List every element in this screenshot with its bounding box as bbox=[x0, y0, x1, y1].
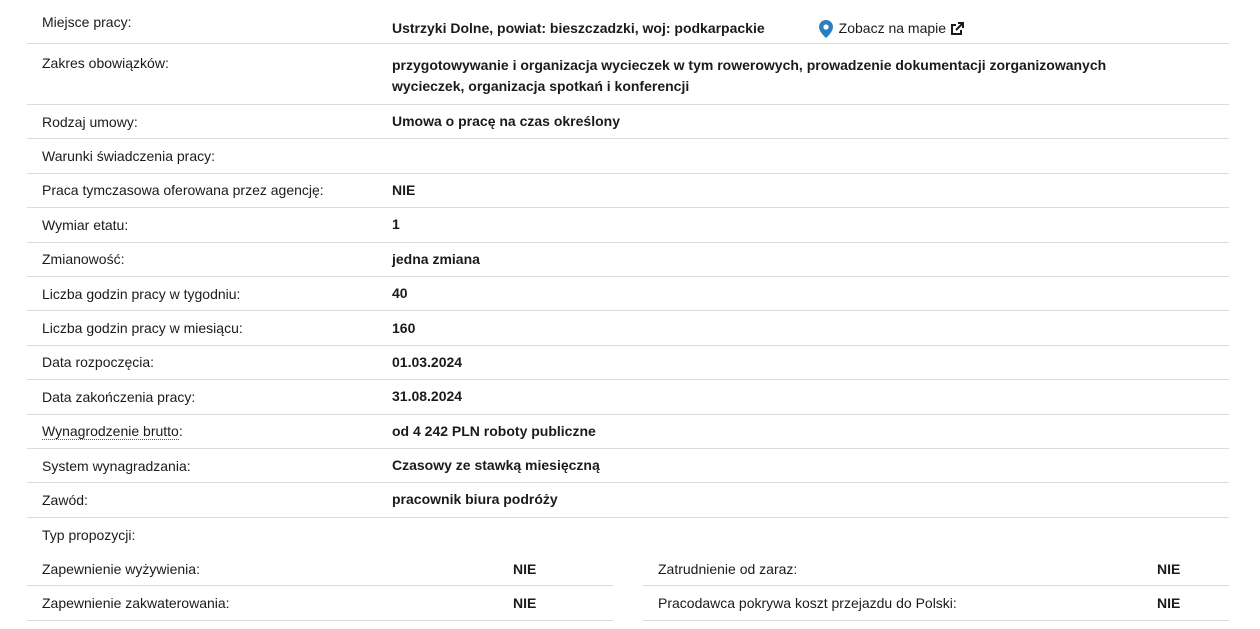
row-label: Zakres obowiązków: bbox=[42, 55, 169, 71]
row-value bbox=[392, 14, 1229, 39]
row-value: pracownik biura podróży bbox=[392, 491, 558, 508]
label-colon: : bbox=[178, 423, 183, 440]
row-label: Wymiar etatu: bbox=[42, 216, 129, 233]
row-data-zakonczenia bbox=[27, 380, 1229, 414]
row-label: Miejsce pracy: bbox=[42, 14, 132, 30]
row-wymiar-etatu bbox=[27, 208, 1229, 242]
location-text: Ustrzyki Dolne, powiat: bieszczadzki, woj: podkarpackie bbox=[392, 20, 765, 36]
proposal-label: Zapewnienie wyżywienia: bbox=[42, 560, 200, 577]
show-on-map-link[interactable] bbox=[819, 18, 964, 39]
proposal-row bbox=[27, 552, 613, 586]
row-value: 01.03.2024 bbox=[392, 353, 463, 370]
row-label: Rodzaj umowy: bbox=[42, 113, 138, 130]
proposal-label: Pracodawca pokrywa koszt przejazdu do Polski: bbox=[658, 595, 957, 612]
row-zmianowosc bbox=[27, 243, 1229, 277]
row-value: 31.08.2024 bbox=[392, 388, 463, 405]
row-value: 1 bbox=[392, 216, 400, 233]
proposal-value: NIE bbox=[513, 595, 537, 612]
proposal-row bbox=[643, 586, 1229, 620]
row-data-rozpoczecia bbox=[27, 346, 1229, 380]
row-label: Praca tymczasowa oferowana przez agencję: bbox=[42, 182, 324, 199]
row-wynagrodzenie bbox=[27, 415, 1229, 449]
job-details-table bbox=[27, 0, 1229, 621]
map-pin-icon bbox=[819, 20, 833, 38]
proposal-value: NIE bbox=[1157, 595, 1181, 612]
row-warunki bbox=[27, 139, 1229, 173]
row-zawod bbox=[27, 483, 1229, 517]
row-value: Czasowy ze stawką miesięczną bbox=[392, 457, 600, 474]
proposal-column-left bbox=[27, 552, 613, 621]
row-value: 40 bbox=[392, 285, 408, 302]
external-link-icon bbox=[950, 22, 964, 36]
row-label: Data rozpoczęcia: bbox=[42, 354, 155, 371]
row-typ-propozycji bbox=[27, 518, 1229, 552]
row-label: Liczba godzin pracy w miesiącu: bbox=[42, 320, 243, 337]
row-miejsce-pracy bbox=[27, 0, 1229, 44]
proposal-value: NIE bbox=[1157, 560, 1181, 577]
row-label: System wynagradzania: bbox=[42, 457, 191, 474]
proposal-grid bbox=[27, 552, 1229, 621]
row-label: Typ propozycji: bbox=[42, 526, 136, 543]
row-zakres-obowiazkow bbox=[27, 44, 1229, 105]
row-rodzaj-umowy bbox=[27, 105, 1229, 139]
row-value: 160 bbox=[392, 319, 416, 336]
row-label: Liczba godzin pracy w tygodniu: bbox=[42, 285, 241, 302]
proposal-label: Zatrudnienie od zaraz: bbox=[658, 560, 798, 577]
row-system-wynagradzania bbox=[27, 449, 1229, 483]
proposal-row bbox=[27, 586, 613, 620]
row-agencja bbox=[27, 174, 1229, 208]
row-value: jedna zmiana bbox=[392, 250, 480, 267]
row-label: Zmianowość: bbox=[42, 251, 125, 268]
row-label: Zawód: bbox=[42, 491, 88, 508]
row-label: Warunki świadczenia pracy: bbox=[42, 148, 215, 165]
row-value: Umowa o pracę na czas określony bbox=[392, 113, 620, 130]
row-value: przygotowywanie i organizacja wycieczek w tym rowerowych, prowadzenie dokumentacji zorganizowanych wycieczek, organizacja spotkań i konferencji bbox=[392, 57, 1107, 94]
salary-tooltip-term[interactable]: Wynagrodzenie brutto bbox=[42, 423, 179, 440]
row-godziny-tydzien bbox=[27, 277, 1229, 311]
row-label: Data zakończenia pracy: bbox=[42, 388, 196, 405]
map-link-label: Zobacz na mapie bbox=[838, 20, 947, 36]
row-label bbox=[27, 423, 392, 439]
proposal-row bbox=[643, 552, 1229, 586]
proposal-column-right bbox=[643, 552, 1229, 621]
row-value: od 4 242 PLN roboty publiczne bbox=[392, 422, 596, 439]
row-godziny-miesiac bbox=[27, 311, 1229, 345]
proposal-label: Zapewnienie zakwaterowania: bbox=[42, 595, 230, 612]
row-value: NIE bbox=[392, 181, 416, 198]
proposal-value: NIE bbox=[513, 560, 537, 577]
